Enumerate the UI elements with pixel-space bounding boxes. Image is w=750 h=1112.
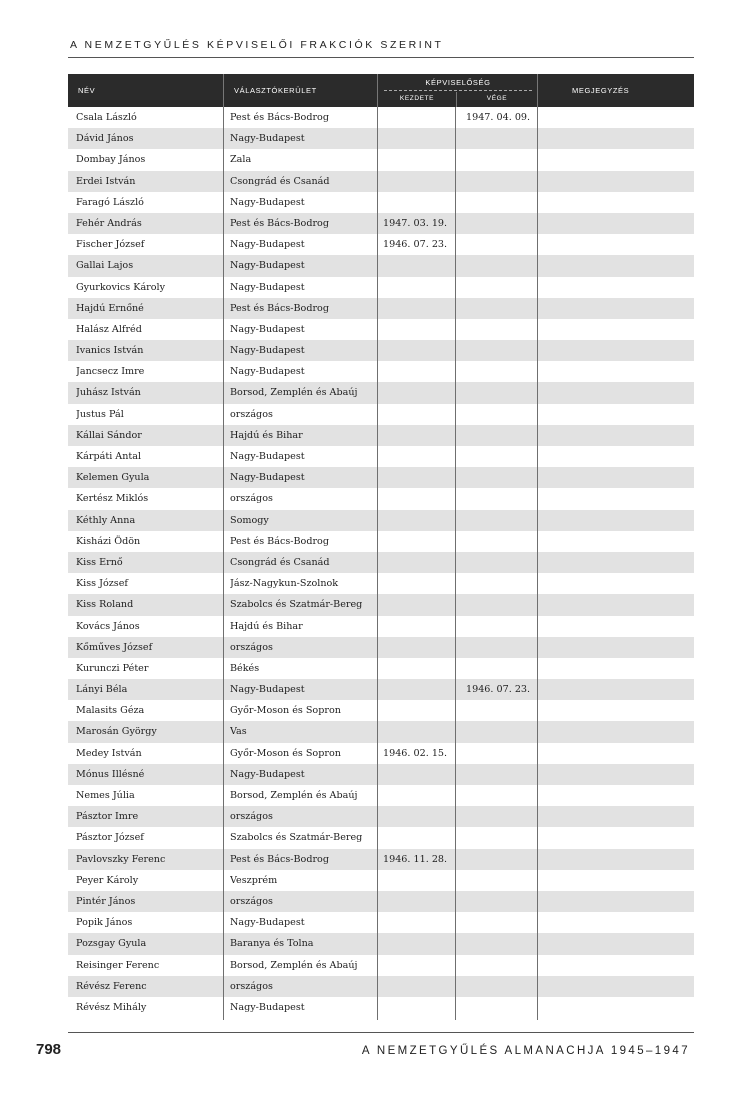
cell-term-start (383, 700, 455, 721)
cell-term-end (466, 298, 538, 319)
table-row (68, 107, 694, 128)
cell-district: országos (230, 980, 273, 992)
cell-term-start (383, 361, 455, 382)
table-row (68, 277, 694, 298)
cell-term-start (383, 997, 455, 1018)
table-row (68, 976, 694, 997)
table-row (68, 361, 694, 382)
cell-district: Győr-Moson és Sopron (230, 747, 341, 759)
table-row (68, 319, 694, 340)
cell-term-start (383, 531, 455, 552)
column-header-term-end: VÉGE (486, 95, 508, 102)
cell-district: Békés (230, 662, 260, 674)
cell-district: Nagy-Budapest (230, 768, 305, 780)
cell-district: országos (230, 641, 273, 653)
cell-name: Halász Alfréd (76, 323, 142, 335)
page-number: 798 (36, 1041, 62, 1058)
cell-term-end (466, 870, 538, 891)
cell-term-start (383, 933, 455, 954)
table-row (68, 955, 694, 976)
cell-term-end (466, 213, 538, 234)
footer-rule (68, 1032, 694, 1033)
table-row (68, 997, 694, 1018)
cell-term-end: 1946. 07. 23. (466, 684, 531, 696)
cell-term-start (383, 806, 455, 827)
cell-district: Baranya és Tolna (230, 938, 314, 950)
cell-term-start (383, 340, 455, 361)
cell-term-start (383, 764, 455, 785)
cell-term-end (466, 404, 538, 425)
cell-name: Justus Pál (76, 408, 124, 420)
table-row (68, 658, 694, 679)
table-row (68, 870, 694, 891)
table-row (68, 912, 694, 933)
cell-district: Pest és Bács-Bodrog (230, 217, 329, 229)
cell-term-end (466, 277, 538, 298)
cell-district: Nagy-Budapest (230, 472, 305, 484)
table-row (68, 213, 694, 234)
cell-district: Veszprém (230, 874, 278, 886)
cell-term-start (383, 171, 455, 192)
cell-district: Jász-Nagykun-Szolnok (230, 578, 339, 590)
cell-term-end (466, 955, 538, 976)
cell-term-start (383, 128, 455, 149)
cell-term-start (383, 192, 455, 213)
cell-name: Kurunczi Péter (76, 662, 149, 674)
cell-term-end (466, 149, 538, 170)
cell-term-end (466, 446, 538, 467)
cell-term-start (383, 488, 455, 509)
cell-term-end (466, 891, 538, 912)
table-row (68, 700, 694, 721)
table-row (68, 171, 694, 192)
table-row (68, 425, 694, 446)
table-row (68, 298, 694, 319)
table-row (68, 764, 694, 785)
cell-name: Lányi Béla (76, 684, 128, 696)
cell-term-end (466, 488, 538, 509)
cell-term-start (383, 658, 455, 679)
cell-district: Csongrád és Csanád (230, 556, 330, 568)
table-row (68, 679, 694, 700)
representatives-table (68, 74, 694, 1018)
table-row (68, 637, 694, 658)
cell-district: Nagy-Budapest (230, 239, 305, 251)
cell-term-start (383, 510, 455, 531)
header-rule (68, 57, 694, 58)
cell-district: Pest és Bács-Bodrog (230, 535, 329, 547)
cell-name: Kiss Roland (76, 599, 134, 611)
column-header-notes: MEGJEGYZÉS (537, 74, 694, 107)
cell-term-end: 1947. 04. 09. (466, 112, 531, 123)
cell-term-end (466, 552, 538, 573)
table-row (68, 446, 694, 467)
cell-district: Nagy-Budapest (230, 196, 305, 208)
table-row (68, 891, 694, 912)
running-foot: A NEMZETGYŰLÉS ALMANACHJA 1945–1947 (361, 1045, 690, 1057)
cell-district: Szabolcs és Szatmár-Bereg (230, 832, 363, 844)
table-row (68, 933, 694, 954)
cell-district: Nagy-Budapest (230, 281, 305, 293)
cell-term-start (383, 679, 455, 700)
table-row (68, 510, 694, 531)
cell-term-start (383, 955, 455, 976)
cell-term-start (383, 404, 455, 425)
cell-name: Kertész Miklós (76, 493, 149, 505)
cell-term-start (383, 255, 455, 276)
cell-name: Juhász István (76, 387, 141, 399)
table-row (68, 721, 694, 742)
column-header-term (377, 74, 537, 107)
cell-name: Pásztor József (76, 832, 144, 844)
table-row (68, 743, 694, 764)
cell-district: Csongrád és Csanád (230, 175, 330, 187)
cell-term-start (383, 467, 455, 488)
cell-term-start: 1947. 03. 19. (383, 217, 448, 229)
cell-district: Nagy-Budapest (230, 451, 305, 462)
column-header-name: NÉV (78, 86, 96, 95)
cell-term-end (466, 785, 538, 806)
cell-term-start (383, 976, 455, 997)
cell-name: Pozsgay Gyula (76, 938, 147, 950)
cell-district: Nagy-Budapest (230, 133, 305, 145)
cell-term-start (383, 552, 455, 573)
cell-term-end (466, 340, 538, 361)
cell-name: Ivanics István (76, 345, 144, 357)
cell-term-start (383, 382, 455, 403)
cell-name: Kovács János (76, 620, 140, 632)
cell-term-start (383, 425, 455, 446)
cell-district: Szabolcs és Szatmár-Bereg (230, 599, 363, 611)
table-row (68, 404, 694, 425)
cell-district: országos (230, 493, 273, 505)
cell-district: Pest és Bács-Bodrog (230, 112, 329, 123)
column-divider (537, 107, 538, 1020)
cell-name: Fischer József (76, 239, 145, 251)
cell-name: Pintér János (76, 895, 136, 907)
cell-name: Kelemen Gyula (76, 472, 150, 484)
cell-term-end (466, 849, 538, 870)
cell-name: Medey István (76, 747, 142, 759)
table-row (68, 806, 694, 827)
cell-term-start (383, 298, 455, 319)
column-header-term-start: KEZDETE (399, 95, 435, 102)
cell-term-start (383, 107, 455, 128)
cell-district: Borsod, Zemplén és Abaúj (230, 387, 358, 399)
cell-name: Révész Mihály (76, 1001, 147, 1013)
cell-district: Hajdú és Bihar (230, 620, 303, 632)
cell-name: Jancsecz Imre (76, 366, 145, 378)
cell-district: Nagy-Budapest (230, 345, 305, 357)
cell-term-end (466, 933, 538, 954)
column-divider (223, 107, 224, 1020)
cell-name: Kiss Ernő (76, 556, 123, 568)
cell-name: Marosán György (76, 726, 157, 738)
cell-name: Hajdú Ernőné (76, 302, 144, 314)
cell-term-end (466, 912, 538, 933)
table-row (68, 234, 694, 255)
table-row (68, 488, 694, 509)
cell-term-end (466, 467, 538, 488)
cell-term-start (383, 891, 455, 912)
cell-term-start: 1946. 07. 23. (383, 239, 448, 251)
cell-name: Pavlovszky Ferenc (76, 853, 166, 865)
cell-term-end (466, 192, 538, 213)
table-row (68, 616, 694, 637)
cell-term-start: 1946. 02. 15. (383, 747, 448, 759)
cell-term-end (466, 171, 538, 192)
cell-term-start (383, 785, 455, 806)
cell-name: Gyurkovics Károly (76, 281, 166, 293)
cell-term-end (466, 721, 538, 742)
cell-name: Peyer Károly (76, 874, 139, 886)
cell-term-end (466, 806, 538, 827)
cell-term-start (383, 827, 455, 848)
cell-name: Kállai Sándor (76, 429, 142, 441)
table-row (68, 467, 694, 488)
cell-term-end (466, 361, 538, 382)
cell-district: Borsod, Zemplén és Abaúj (230, 790, 358, 801)
cell-district: Nagy-Budapest (230, 1001, 305, 1013)
cell-term-end (466, 976, 538, 997)
table-row (68, 149, 694, 170)
cell-district: Pest és Bács-Bodrog (230, 853, 329, 865)
cell-district: Nagy-Budapest (230, 323, 305, 335)
table-row (68, 785, 694, 806)
column-divider (455, 107, 456, 1020)
cell-name: Nemes Júlia (76, 790, 135, 801)
cell-name: Pásztor Imre (76, 811, 139, 823)
column-divider (377, 107, 378, 1020)
cell-district: Nagy-Budapest (230, 684, 305, 696)
cell-term-end (466, 827, 538, 848)
table-row (68, 573, 694, 594)
cell-name: Malasits Géza (76, 705, 145, 717)
cell-district: Borsod, Zemplén és Abaúj (230, 959, 358, 971)
cell-term-end (466, 382, 538, 403)
cell-district: országos (230, 408, 273, 420)
cell-name: Erdei István (76, 175, 136, 187)
cell-term-end (466, 573, 538, 594)
cell-district: Zala (230, 154, 252, 166)
cell-term-start (383, 594, 455, 615)
cell-district: Somogy (230, 514, 269, 526)
header-dashed-divider (384, 90, 532, 91)
cell-term-start (383, 573, 455, 594)
cell-district: országos (230, 811, 273, 823)
table-row (68, 849, 694, 870)
cell-name: Mónus Illésné (76, 768, 145, 780)
cell-term-start: 1946. 11. 28. (383, 853, 448, 865)
cell-name: Reisinger Ferenc (76, 959, 160, 971)
cell-term-end (466, 531, 538, 552)
cell-district: országos (230, 895, 273, 907)
table-row (68, 531, 694, 552)
cell-name: Dávid János (76, 133, 134, 145)
cell-name: Révész Ferenc (76, 980, 147, 992)
running-head: A NEMZETGYŰLÉS KÉPVISELŐI FRAKCIÓK SZERINT (70, 39, 444, 51)
cell-term-start (383, 912, 455, 933)
cell-district: Pest és Bács-Bodrog (230, 302, 329, 314)
table-row (68, 594, 694, 615)
cell-name: Faragó László (76, 196, 144, 208)
cell-name: Kőműves József (76, 641, 153, 653)
cell-term-end (466, 637, 538, 658)
cell-term-end (466, 510, 538, 531)
cell-name: Kiss József (76, 578, 128, 590)
cell-term-start (383, 870, 455, 891)
table-header (68, 74, 694, 107)
cell-term-end (466, 700, 538, 721)
cell-term-end (466, 616, 538, 637)
cell-term-end (466, 255, 538, 276)
cell-district: Hajdú és Bihar (230, 429, 303, 441)
table-row (68, 827, 694, 848)
table-row (68, 192, 694, 213)
cell-term-start (383, 446, 455, 467)
cell-name: Kárpáti Antal (76, 451, 142, 462)
cell-district: Nagy-Budapest (230, 366, 305, 378)
cell-district: Nagy-Budapest (230, 917, 305, 929)
cell-name: Fehér András (76, 217, 142, 229)
cell-name: Popik János (76, 917, 133, 929)
cell-term-end (466, 997, 538, 1018)
cell-term-end (466, 594, 538, 615)
cell-term-start (383, 616, 455, 637)
cell-term-end (466, 658, 538, 679)
table-body (68, 107, 694, 1018)
cell-name: Gallai Lajos (76, 260, 134, 272)
cell-name: Dombay János (76, 154, 146, 166)
cell-term-start (383, 721, 455, 742)
cell-term-start (383, 319, 455, 340)
table-row (68, 255, 694, 276)
cell-term-start (383, 149, 455, 170)
cell-term-end (466, 764, 538, 785)
table-row (68, 382, 694, 403)
column-header-term-title: KÉPVISELŐSÉG (425, 78, 491, 87)
cell-term-end (466, 319, 538, 340)
cell-term-end (466, 743, 538, 764)
cell-term-end (466, 234, 538, 255)
table-row (68, 128, 694, 149)
table-row (68, 552, 694, 573)
cell-district: Vas (230, 726, 247, 738)
cell-district: Győr-Moson és Sopron (230, 705, 341, 717)
cell-term-start (383, 637, 455, 658)
cell-term-end (466, 128, 538, 149)
table-row (68, 340, 694, 361)
cell-name: Kisházi Ödön (76, 535, 141, 547)
column-header-district: VÁLASZTÓKERÜLET (223, 74, 377, 107)
cell-term-end (466, 425, 538, 446)
cell-term-start (383, 277, 455, 298)
cell-name: Csala László (76, 112, 137, 123)
cell-name: Kéthly Anna (76, 514, 136, 526)
cell-district: Nagy-Budapest (230, 260, 305, 272)
